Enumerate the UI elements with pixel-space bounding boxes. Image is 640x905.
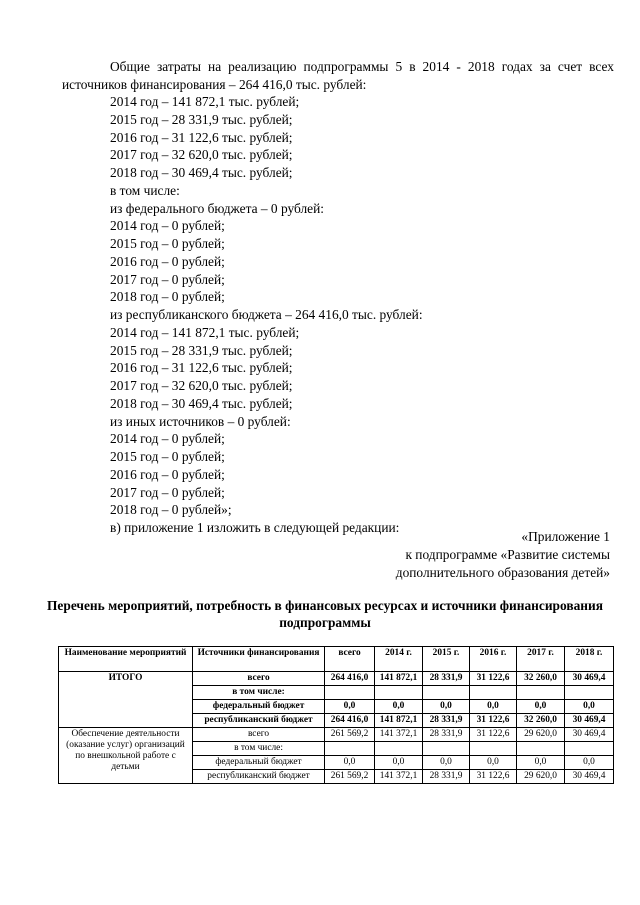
value-cell: 28 331,9 — [423, 672, 470, 686]
header-cell: всего — [325, 647, 375, 672]
table-heading: Перечень мероприятий, потребность в финансовых ресурсах и источники финансирования подпрограммы — [47, 598, 603, 630]
value-cell: 32 260,0 — [517, 672, 565, 686]
value-cell: 29 620,0 — [517, 770, 565, 784]
header-cell: 2015 г. — [423, 647, 470, 672]
value-cell: 30 469,4 — [565, 672, 614, 686]
value-cell: 31 122,6 — [470, 714, 517, 728]
value-cell — [375, 742, 423, 756]
funding-line: 2016 год – 31 122,6 тыс. рублей; — [110, 129, 293, 145]
appendix-title: «Приложение 1 — [521, 529, 610, 544]
value-cell: 0,0 — [423, 700, 470, 714]
value-cell: 28 331,9 — [423, 770, 470, 784]
value-cell: 0,0 — [470, 700, 517, 714]
value-cell: 30 469,4 — [565, 770, 614, 784]
intro-paragraph: Общие затраты на реализацию подпрограммы 5 в 2014 - 2018 годах за счет всех источников финансирования – 264 416,0 тыс. рублей: — [62, 59, 614, 92]
funding-lines — [110, 93, 423, 537]
value-cell: 264 416,0 — [325, 672, 375, 686]
value-cell: 30 469,4 — [565, 728, 614, 742]
value-cell: 29 620,0 — [517, 728, 565, 742]
header-cell: 2017 г. — [517, 647, 565, 672]
source-cell: всего — [193, 672, 325, 686]
header-cell: 2018 г. — [565, 647, 614, 672]
source-cell: республиканский бюджет — [193, 714, 325, 728]
value-cell — [517, 742, 565, 756]
header-cell: Источники финансирования — [193, 647, 325, 672]
value-cell — [325, 686, 375, 700]
table-header-row — [59, 647, 614, 672]
value-cell — [375, 686, 423, 700]
funding-table — [58, 646, 614, 784]
total-name-cell: ИТОГО — [59, 672, 193, 728]
value-cell — [470, 742, 517, 756]
source-cell: в том числе: — [193, 742, 325, 756]
value-cell: 0,0 — [517, 700, 565, 714]
value-cell: 28 331,9 — [423, 714, 470, 728]
value-cell — [470, 686, 517, 700]
funding-line: из федерального бюджета – 0 рублей: — [110, 200, 325, 216]
value-cell: 261 569,2 — [325, 728, 375, 742]
value-cell — [565, 686, 614, 700]
funding-line: 2015 год – 28 331,9 тыс. рублей; — [110, 111, 293, 127]
value-cell: 0,0 — [325, 700, 375, 714]
value-cell: 261 569,2 — [325, 770, 375, 784]
header-cell: 2016 г. — [470, 647, 517, 672]
value-cell: 141 872,1 — [375, 714, 423, 728]
value-cell: 0,0 — [565, 756, 614, 770]
funding-line: 2016 год – 0 рублей; — [110, 253, 225, 269]
header-cell: 2014 г. — [375, 647, 423, 672]
value-cell — [325, 742, 375, 756]
source-cell: в том числе: — [193, 686, 325, 700]
value-cell: 0,0 — [565, 700, 614, 714]
appendix-reference — [396, 528, 610, 581]
header-cell: Наименование мероприятий — [59, 647, 193, 672]
source-cell: республиканский бюджет — [193, 770, 325, 784]
activity-name-cell: Обеспечение деятельности (оказание услуг) организаций по внешкольной работе с детьми — [59, 728, 193, 784]
appendix-subprogram: к подпрограмме «Развитие системы — [405, 546, 610, 562]
funding-line: 2014 год – 0 рублей; — [110, 218, 225, 234]
appendix-subprogram-name: дополнительного образования детей» — [395, 564, 610, 580]
value-cell: 141 372,1 — [375, 728, 423, 742]
funding-line: 2017 год – 0 рублей; — [110, 484, 225, 500]
source-cell: всего — [193, 728, 325, 742]
funding-line: 2016 год – 0 рублей; — [110, 466, 225, 482]
funding-line: 2015 год – 0 рублей; — [110, 236, 225, 251]
funding-line: 2016 год – 31 122,6 тыс. рублей; — [110, 360, 293, 376]
value-cell: 0,0 — [517, 756, 565, 770]
value-cell — [423, 742, 470, 756]
value-cell: 0,0 — [470, 756, 517, 770]
value-cell: 0,0 — [423, 756, 470, 770]
value-cell — [517, 686, 565, 700]
value-cell: 0,0 — [325, 756, 375, 770]
value-cell — [565, 742, 614, 756]
value-cell: 32 260,0 — [517, 714, 565, 728]
funding-line: 2017 год – 32 620,0 тыс. рублей; — [110, 378, 293, 393]
table-row — [59, 728, 614, 742]
value-cell: 31 122,6 — [470, 770, 517, 784]
funding-line: 2014 год – 141 872,1 тыс. рублей; — [110, 94, 300, 109]
funding-line: 2018 год – 30 469,4 тыс. рублей; — [110, 165, 293, 180]
funding-line: 2015 год – 0 рублей; — [110, 449, 225, 464]
funding-line: из республиканского бюджета – 264 416,0 тыс. рублей: — [110, 307, 423, 322]
funding-line: в том числе: — [110, 182, 180, 198]
funding-line: 2017 год – 32 620,0 тыс. рублей; — [110, 147, 293, 163]
funding-line: 2014 год – 141 872,1 тыс. рублей; — [110, 324, 300, 340]
funding-line: 2017 год – 0 рублей; — [110, 271, 225, 287]
funding-line: из иных источников – 0 рублей: — [110, 413, 291, 429]
value-cell: 28 331,9 — [423, 728, 470, 742]
table-row — [59, 672, 614, 686]
funding-line: 2015 год – 28 331,9 тыс. рублей; — [110, 342, 293, 358]
value-cell: 31 122,6 — [470, 728, 517, 742]
value-cell: 264 416,0 — [325, 714, 375, 728]
value-cell: 0,0 — [375, 756, 423, 770]
value-cell — [423, 686, 470, 700]
funding-line: в) приложение 1 изложить в следующей редакции: — [110, 520, 400, 535]
source-cell: федеральный бюджет — [193, 756, 325, 770]
funding-line: 2018 год – 0 рублей»; — [110, 502, 232, 518]
value-cell: 0,0 — [375, 700, 423, 714]
funding-line: 2018 год – 0 рублей; — [110, 289, 225, 305]
funding-line: 2018 год – 30 469,4 тыс. рублей; — [110, 395, 293, 411]
value-cell: 31 122,6 — [470, 672, 517, 686]
source-cell: федеральный бюджет — [193, 700, 325, 714]
funding-line: 2014 год – 0 рублей; — [110, 431, 225, 447]
value-cell: 141 372,1 — [375, 770, 423, 784]
value-cell: 30 469,4 — [565, 714, 614, 728]
value-cell: 141 872,1 — [375, 672, 423, 686]
